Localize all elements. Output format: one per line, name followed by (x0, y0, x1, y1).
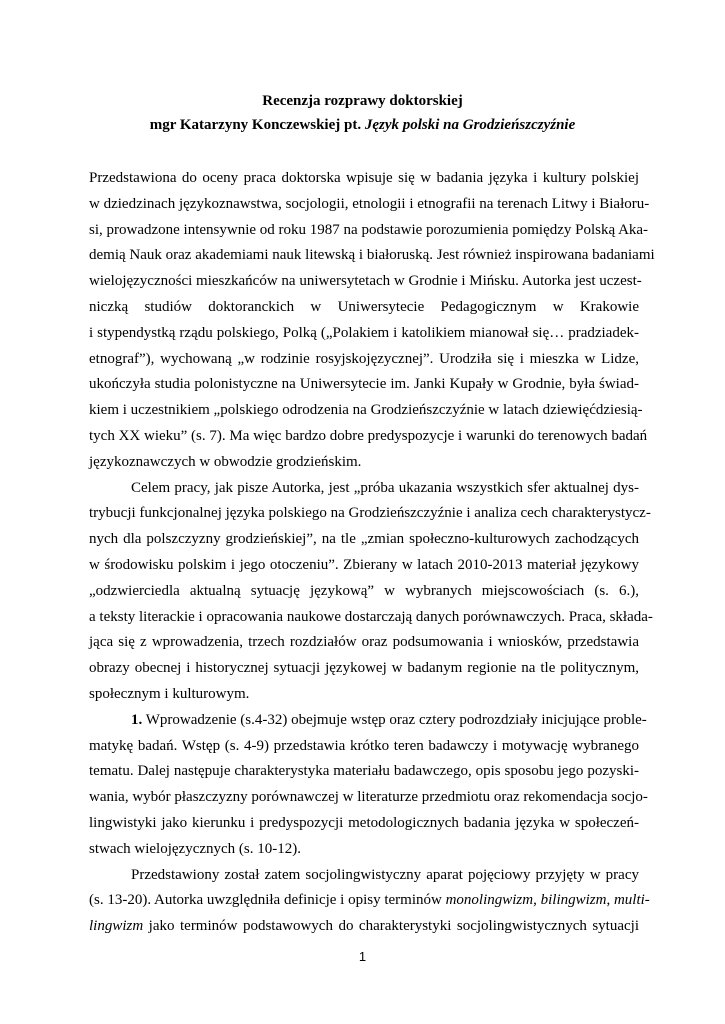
body-line-text: (s. 13-20). Autorka uwzględniła definicje i opisy terminów (89, 892, 446, 909)
term-italic: monolingwizm (445, 892, 534, 909)
body-text (89, 166, 655, 940)
body-line: stwach wielojęzycznych (s. 10-12). (89, 840, 302, 857)
body-line: i stypendystką rządu polskiego, Polką („Polakiem i katolikiem mianował się… pradziadek- (89, 324, 639, 341)
body-line: wania, wybór płaszczyzny porównawczej w literaturze przedmiotu oraz rekomendacja socjo- (89, 789, 648, 806)
body-line: a teksty literackie i opracowania naukowe dostarczają danych porównawczych. Praca, składa- (89, 608, 653, 625)
body-line (89, 914, 639, 940)
body-line-text: , (533, 892, 541, 909)
dissertation-title (0, 115, 725, 135)
body-line: Celem pracy, jak pisze Autorka, jest „próba ukazania wszystkich sfer aktualnej dys- (131, 479, 639, 496)
body-line: wielojęzyczności mieszkańców na uniwersytetach w Grodnie i Mińsku. Autorka jest uczest- (89, 273, 642, 290)
body-line-text: jako terminów podstawowych do charakterystyki socjolingwistycznych sytuacji (143, 918, 639, 935)
body-line: si, prowadzone intensywnie od roku 1987 na podstawie porozumienia pomiędzy Polską Aka- (89, 221, 649, 238)
body-line (89, 708, 647, 734)
body-line-text: , (606, 892, 614, 909)
body-line: „odzwierciedla aktualną sytuację językową” w wybranych miejscowościach (s. 6.), (89, 582, 639, 599)
body-line: Przedstawiona do oceny praca doktorska wpisuje się w badania języka i kultury polskiej (89, 170, 639, 186)
review-title: Recenzja rozprawy doktorskiej (262, 93, 463, 109)
body-line: etnograf”), wychowaną „w rodzinie rosyjskojęzycznej”. Urodziła się i mieszka w Lidze, (89, 350, 639, 367)
body-line: ukończyła studia polonistyczne na Uniwersytecie im. Janki Kupały w Grodnie, była świad- (89, 376, 639, 393)
term-italic: lingwizm (89, 918, 144, 935)
page-number: 1 (358, 949, 367, 964)
body-line: tych XX wieku” (s. 7). Ma więc bardzo dobre predyspozycje i warunki do terenowych badań (89, 427, 648, 444)
body-line: matykę badań. Wstęp (s. 4-9) przedstawia krótko teren badawczy i motywację wybranego (89, 737, 639, 754)
body-line: językoznawczych w obwodzie grodzieńskim. (89, 453, 362, 470)
body-line: nych dla polszczyzny grodzieńskiej”, na tle „zmian społeczno-kulturowych zachodzących (89, 531, 639, 548)
body-line: trybucji funkcjonalnej języka polskiego na Grodzieńszczyźnie i analiza cech charakterystycz- (89, 505, 651, 522)
dissertation-title-prefix: mgr Katarzyny Konczewskiej pt. (149, 117, 365, 133)
body-line (89, 888, 650, 914)
body-line: jąca się z wprowadzenia, trzech rozdziałów oraz podsumowania i wniosków, przedstawia (89, 634, 639, 651)
body-line: w dziedzinach językoznawstwa, socjologii, etnologii i etnografii na terenach Litwy i Białoru- (89, 195, 650, 212)
term-italic: multi- (613, 892, 650, 909)
body-line: niczką studiów doktoranckich w Uniwersytecie Pedagogicznym w Krakowie (89, 298, 639, 315)
body-line: obrazy obecnej i historycznej sytuacji językowej w badanym regionie na tle politycznym, (89, 660, 639, 677)
body-line: Przedstawiony został zatem socjolingwistyczny aparat pojęciowy przyjęty w pracy (131, 866, 639, 883)
body-line: demią Nauk oraz akademiami nauk litewską i białoruską. Jest również inspirowana badaniami (89, 247, 655, 264)
dissertation-title-italic: Język polski na Grodzieńszczyźnie (364, 117, 576, 133)
body-line: kiem i uczestnikiem „polskiego odrodzenia na Grodzieńszczyźnie w latach dziewięćdziesią- (89, 402, 643, 419)
body-line: w środowisku polskim i jego otoczeniu”. Zbierany w latach 2010-2013 materiał językowy (89, 556, 639, 573)
term-italic: bilingwizm (540, 892, 607, 909)
body-line: tematu. Dalej następuje charakterystyka materiału badawczego, opis sposobu jego pozyski- (89, 763, 639, 780)
body-line: lingwistyki jako kierunku i predyspozycji metodologicznych badania języka w społeczeń- (89, 814, 639, 831)
body-line: społecznym i kulturowym. (89, 685, 250, 702)
section-number: 1. (131, 711, 143, 728)
body-line-text: Wprowadzenie (s.4-32) obejmuje wstęp oraz cztery podrozdziały inicjujące proble- (142, 711, 647, 728)
